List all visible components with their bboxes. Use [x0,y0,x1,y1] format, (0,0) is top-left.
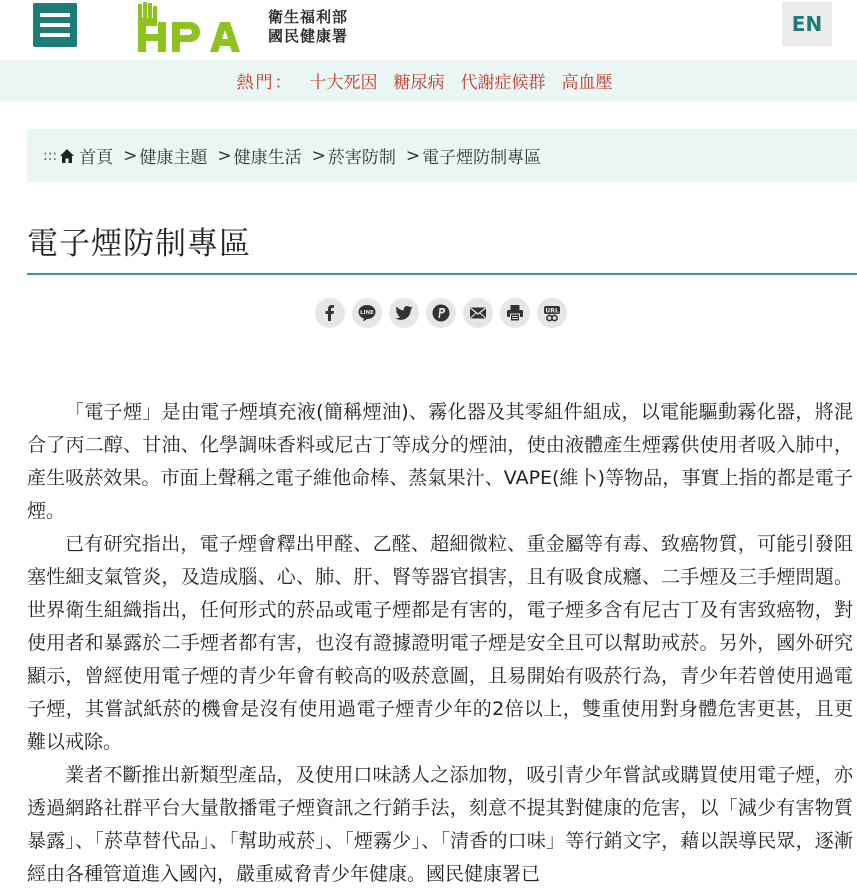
breadcrumb-healthy-living[interactable]: 健康生活 [233,148,302,168]
site-logo[interactable] [136,0,348,54]
menu-bar-icon [40,33,70,37]
title-divider [27,273,857,275]
article-paragraph: 業者不斷推出新類型產品，及使用口味誘人之添加物，吸引青少年嘗試或購買使用電子煙，亦透過網路社群平台大量散播電子煙資訊之行銷手法，刻意不提其對健康的危害，以「減少有害物質暴露」、「菸草替代品」、「幫助戒菸」、「煙霧少」、「清香的口味」等行銷文字，藉以誤導民眾，逐漸經由各種管道進入國內，嚴重威脅青少年健康。國民健康署已 [27,764,853,885]
page-title: 電子煙防制專區 [27,226,251,262]
mail-icon [468,303,488,323]
breadcrumb-tobacco-control[interactable]: 菸害防制 [327,148,396,168]
breadcrumb-separator: > [123,145,138,166]
print-button[interactable] [500,298,530,328]
facebook-icon [320,303,340,323]
breadcrumb-home[interactable]: 首頁 [79,148,114,168]
short-url-button[interactable] [537,298,567,328]
plurk-icon [431,303,451,323]
english-language-button[interactable]: EN [782,2,832,46]
svg-text:LINE: LINE [360,310,374,317]
hot-link-hypertension[interactable]: 高血壓 [561,73,613,93]
breadcrumb-accesskey[interactable]: ::: [43,147,58,164]
hot-link-metabolic-syndrome[interactable]: 代謝症候群 [460,73,546,93]
mail-share-button[interactable] [463,298,493,328]
hot-link-diabetes[interactable]: 糖尿病 [393,73,445,93]
line-icon [357,303,377,323]
menu-bar-icon [40,13,70,17]
article-paragraph: 已有研究指出，電子煙會釋出甲醛、乙醛、超細微粒、重金屬等有毒、致癌物質，可能引發阻塞性細支氣管炎，及造成腦、心、肺、肝、腎等器官損害，且有吸食成癮、二手煙及三手煙問題。世界衛生組織指出，任何形式的菸品或電子煙都是有害的，電子煙多含有尼古丁及有害致癌物，對使用者和暴露於二手煙者都有害，也沒有證據證明電子煙是安全且可以幫助戒菸。另外，國外研究顯示，曾經使用電子煙的青少年會有較高的吸菸意圖，且易開始有吸菸行為，青少年若曾使用過電子煙，其嘗試紙菸的機會是沒有使用過電子煙青少年的2倍以上，雙重使用對身體危害更甚，且更難以戒除。 [27,533,853,753]
home-icon [59,148,75,164]
print-icon [505,303,525,323]
twitter-share-button[interactable] [389,298,419,328]
hot-topics-label: 熱門： [236,73,294,93]
hot-topics-bar [0,60,857,101]
facebook-share-button[interactable] [315,298,345,328]
breadcrumb-separator: > [311,145,326,166]
breadcrumb [27,129,857,182]
hot-link-top-ten-causes[interactable]: 十大死因 [309,73,378,93]
breadcrumb-separator: > [405,145,421,166]
site-header [0,0,857,58]
article-content [27,396,853,891]
breadcrumb-health-topics[interactable]: 健康主題 [139,148,208,168]
breadcrumb-separator: > [217,145,232,166]
share-toolbar [315,298,567,328]
menu-bar-icon [40,23,70,27]
breadcrumb-ecig-zone[interactable]: 電子煙防制專區 [422,148,542,168]
line-share-button[interactable] [352,298,382,328]
shorturl-icon [542,303,562,323]
plurk-share-button[interactable] [426,298,456,328]
hpa-logo-mark [136,0,260,54]
article-paragraph: 「電子煙」是由電子煙填充液(簡稱煙油)、霧化器及其零組件組成，以電能驅動霧化器，將混合了丙二醇、甘油、化學調味香料或尼古丁等成分的煙油，使由液體產生煙霧供使用者吸入肺中，產生吸菸效果。市面上聲稱之電子維他命棒、蒸氣果汁、VAPE(維卜)等物品，事實上指的都是電子煙。 [27,401,853,522]
hamburger-menu-button[interactable] [33,3,77,47]
logo-line-ministry: 衛生福利部 [268,8,349,26]
hpa-logo-icon [136,0,260,54]
logo-line-agency: 國民健康署 [268,27,349,45]
logo-text [268,8,348,46]
twitter-icon [394,303,414,323]
svg-text:URL: URL [545,307,559,315]
